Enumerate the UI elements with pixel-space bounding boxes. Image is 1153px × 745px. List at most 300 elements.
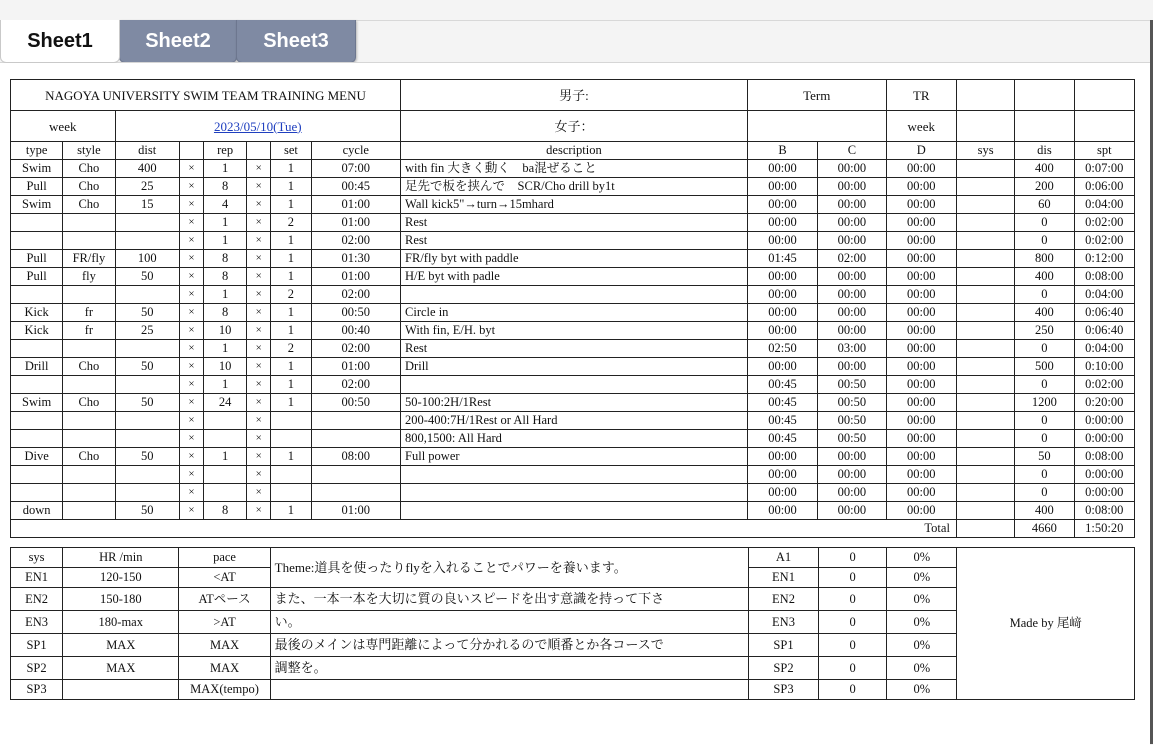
cell-d[interactable]: 00:00 [886,358,956,376]
summary-value[interactable]: 0 [819,634,887,657]
cell-b[interactable]: 01:45 [747,250,817,268]
cell-b[interactable]: 00:00 [747,502,817,520]
cell-type[interactable]: Swim [11,160,63,178]
cell-type[interactable] [11,340,63,358]
cell-times[interactable]: × [179,376,203,394]
cell-description[interactable] [401,286,748,304]
cell-style[interactable]: fr [63,304,115,322]
cell-dist[interactable] [115,376,179,394]
cell-dist[interactable]: 50 [115,304,179,322]
cell-rep[interactable]: 8 [203,502,246,520]
cell-description[interactable]: Rest [401,232,748,250]
cell-description[interactable]: 800,1500: All Hard [401,430,748,448]
cell-d[interactable]: 00:00 [886,178,956,196]
cell-cycle[interactable]: 07:00 [311,160,401,178]
cell-rep[interactable]: 1 [203,232,246,250]
cell-b[interactable]: 00:00 [747,286,817,304]
cell-type[interactable] [11,466,63,484]
cell-type[interactable]: Swim [11,394,63,412]
cell-d[interactable]: 00:00 [886,160,956,178]
cell-sys[interactable] [956,376,1014,394]
total-dis[interactable]: 4660 [1015,520,1074,538]
cell-dis[interactable]: 1200 [1015,394,1074,412]
cell-set[interactable]: 1 [271,160,311,178]
cell-dis[interactable]: 500 [1015,358,1074,376]
cell-type[interactable] [11,412,63,430]
cell-c[interactable]: 02:00 [818,250,886,268]
cell-d[interactable]: 00:00 [886,286,956,304]
cell-sys[interactable] [956,358,1014,376]
cell-spt[interactable]: 0:04:00 [1074,340,1134,358]
cell-times[interactable]: × [247,286,271,304]
cell-b[interactable]: 00:00 [747,160,817,178]
footer-pace[interactable]: MAX [179,634,270,657]
cell-spt[interactable]: 0:02:00 [1074,232,1134,250]
cell-d[interactable]: 00:00 [886,322,956,340]
cell-dist[interactable]: 50 [115,268,179,286]
cell-style[interactable] [63,430,115,448]
term-value[interactable] [747,111,886,142]
cell-description[interactable] [401,502,748,520]
cell-type[interactable] [11,214,63,232]
cell-times[interactable]: × [179,160,203,178]
cell-type[interactable]: Drill [11,358,63,376]
footer-hr[interactable]: 120-150 [63,568,179,588]
cell-type[interactable]: Kick [11,322,63,340]
cell-cycle[interactable]: 08:00 [311,448,401,466]
cell-sys[interactable] [956,484,1014,502]
footer-pace[interactable]: <AT [179,568,270,588]
cell-c[interactable]: 00:00 [818,448,886,466]
theme-line[interactable]: また、一本一本を大切に質の良いスピードを出す意識を持って下さ [270,588,748,611]
summary-value[interactable]: 0 [819,568,887,588]
cell-dis[interactable]: 0 [1015,286,1074,304]
cell-rep[interactable] [203,484,246,502]
cell-b[interactable]: 00:00 [747,178,817,196]
cell-d[interactable]: 00:00 [886,394,956,412]
cell-dis[interactable]: 200 [1015,178,1074,196]
cell-cycle[interactable]: 01:00 [311,502,401,520]
cell-times[interactable]: × [247,412,271,430]
cell-dis[interactable]: 0 [1015,340,1074,358]
cell-times[interactable]: × [247,250,271,268]
cell-c[interactable]: 00:00 [818,286,886,304]
cell-rep[interactable]: 1 [203,448,246,466]
cell-cycle[interactable]: 02:00 [311,232,401,250]
cell-set[interactable]: 1 [271,304,311,322]
cell-style[interactable]: Cho [63,448,115,466]
cell-dis[interactable]: 400 [1015,304,1074,322]
cell-description[interactable] [401,466,748,484]
cell-d[interactable]: 00:00 [886,268,956,286]
cell-dis[interactable]: 0 [1015,430,1074,448]
cell-times[interactable]: × [179,340,203,358]
cell-rep[interactable]: 4 [203,196,246,214]
cell-spt[interactable]: 0:08:00 [1074,448,1134,466]
cell-dis[interactable]: 0 [1015,412,1074,430]
cell-dis[interactable]: 60 [1015,196,1074,214]
cell-dis[interactable]: 0 [1015,484,1074,502]
summary-pct[interactable]: 0% [887,657,957,680]
cell-type[interactable]: Pull [11,268,63,286]
cell-dist[interactable]: 15 [115,196,179,214]
cell-spt[interactable]: 0:02:00 [1074,376,1134,394]
summary-pct[interactable]: 0% [887,634,957,657]
cell-sys[interactable] [956,196,1014,214]
cell-style[interactable]: fly [63,268,115,286]
theme-line[interactable] [270,680,748,700]
cell-set[interactable] [271,466,311,484]
cell-type[interactable]: Pull [11,178,63,196]
cell-b[interactable]: 00:45 [747,394,817,412]
cell-rep[interactable]: 1 [203,214,246,232]
cell-cycle[interactable]: 01:00 [311,196,401,214]
cell-times[interactable]: × [179,322,203,340]
cell-spt[interactable]: 0:00:00 [1074,412,1134,430]
cell-style[interactable]: FR/fly [63,250,115,268]
cell-dis[interactable]: 400 [1015,268,1074,286]
cell-dis[interactable]: 0 [1015,214,1074,232]
cell-set[interactable]: 2 [271,214,311,232]
cell-c[interactable]: 00:50 [818,430,886,448]
cell-dist[interactable]: 100 [115,250,179,268]
cell-dist[interactable]: 400 [115,160,179,178]
cell-dist[interactable]: 25 [115,322,179,340]
cell-cycle[interactable]: 00:50 [311,304,401,322]
cell-set[interactable]: 1 [271,358,311,376]
cell-b[interactable]: 00:00 [747,322,817,340]
cell-style[interactable]: Cho [63,160,115,178]
cell-d[interactable]: 00:00 [886,484,956,502]
cell-c[interactable]: 00:00 [818,178,886,196]
cell-spt[interactable]: 0:06:00 [1074,178,1134,196]
cell-style[interactable]: Cho [63,358,115,376]
cell-style[interactable]: Cho [63,394,115,412]
footer-pace[interactable]: >AT [179,611,270,634]
cell-dist[interactable] [115,412,179,430]
cell-rep[interactable] [203,412,246,430]
cell-sys[interactable] [956,430,1014,448]
summary-value[interactable]: 0 [819,548,887,568]
cell-times[interactable]: × [247,232,271,250]
cell-times[interactable]: × [247,448,271,466]
cell-cycle[interactable]: 01:00 [311,214,401,232]
cell-spt[interactable]: 0:12:00 [1074,250,1134,268]
theme-line[interactable]: 最後のメインは専門距離によって分かれるので順番とか各コースで [270,634,748,657]
empty-cell[interactable] [1074,80,1134,111]
cell-times[interactable]: × [247,376,271,394]
cell-rep[interactable]: 24 [203,394,246,412]
cell-set[interactable]: 1 [271,232,311,250]
cell-style[interactable] [63,232,115,250]
summary-pct[interactable]: 0% [887,680,957,700]
cell-b[interactable]: 00:45 [747,376,817,394]
cell-b[interactable]: 00:00 [747,448,817,466]
cell-sys[interactable] [956,178,1014,196]
cell-type[interactable]: down [11,502,63,520]
theme-line[interactable]: 調整を。 [270,657,748,680]
cell-dist[interactable]: 50 [115,358,179,376]
cell-style[interactable] [63,286,115,304]
cell-rep[interactable]: 8 [203,178,246,196]
cell-times[interactable]: × [179,286,203,304]
cell-times[interactable]: × [179,268,203,286]
cell-times[interactable]: × [247,430,271,448]
cell-type[interactable] [11,484,63,502]
cell-style[interactable]: fr [63,322,115,340]
cell-times[interactable]: × [247,304,271,322]
cell-times[interactable]: × [179,502,203,520]
cell-dis[interactable]: 800 [1015,250,1074,268]
cell-style[interactable] [63,412,115,430]
footer-sys[interactable]: EN3 [11,611,63,634]
cell-cycle[interactable]: 02:00 [311,376,401,394]
cell-times[interactable]: × [179,466,203,484]
cell-spt[interactable]: 0:10:00 [1074,358,1134,376]
cell-dist[interactable]: 50 [115,448,179,466]
cell-cycle[interactable]: 01:30 [311,250,401,268]
cell-d[interactable]: 00:00 [886,412,956,430]
cell-times[interactable]: × [247,268,271,286]
cell-sys[interactable] [956,286,1014,304]
cell-spt[interactable]: 0:04:00 [1074,196,1134,214]
cell-c[interactable]: 00:50 [818,394,886,412]
cell-description[interactable]: Rest [401,214,748,232]
cell-c[interactable]: 00:00 [818,484,886,502]
cell-type[interactable]: Kick [11,304,63,322]
cell-dis[interactable]: 0 [1015,232,1074,250]
cell-times[interactable]: × [179,394,203,412]
cell-d[interactable]: 00:00 [886,376,956,394]
cell-set[interactable]: 1 [271,178,311,196]
cell-dis[interactable]: 50 [1015,448,1074,466]
cell-sys[interactable] [956,340,1014,358]
tab-sheet3[interactable]: Sheet3 [236,20,356,63]
cell-cycle[interactable] [311,466,401,484]
cell-rep[interactable]: 10 [203,322,246,340]
cell-description[interactable] [401,484,748,502]
cell-b[interactable]: 00:45 [747,430,817,448]
cell-cycle[interactable]: 02:00 [311,286,401,304]
cell-dist[interactable] [115,430,179,448]
cell-times[interactable]: × [247,214,271,232]
cell-description[interactable]: H/E byt with padle [401,268,748,286]
cell-type[interactable] [11,232,63,250]
cell-set[interactable]: 2 [271,340,311,358]
cell-style[interactable]: Cho [63,196,115,214]
cell-dis[interactable]: 0 [1015,376,1074,394]
cell-times[interactable]: × [247,394,271,412]
footer-pace[interactable]: MAX [179,657,270,680]
cell-dis[interactable]: 400 [1015,502,1074,520]
empty-cell[interactable] [1015,111,1074,142]
cell-description[interactable] [401,376,748,394]
cell-sys[interactable] [956,214,1014,232]
cell-rep[interactable]: 8 [203,268,246,286]
cell-style[interactable] [63,466,115,484]
cell-spt[interactable]: 0:08:00 [1074,502,1134,520]
cell-sys[interactable] [956,448,1014,466]
cell-times[interactable]: × [247,502,271,520]
date-cell[interactable] [115,111,401,142]
cell-description[interactable]: 足先で板を挟んで SCR/Cho drill by1t [401,178,748,196]
cell-spt[interactable]: 0:20:00 [1074,394,1134,412]
cell-times[interactable]: × [179,412,203,430]
tab-sheet1[interactable]: Sheet1 [0,20,120,63]
cell-dis[interactable]: 250 [1015,322,1074,340]
cell-sys[interactable] [956,304,1014,322]
cell-spt[interactable]: 0:06:40 [1074,304,1134,322]
cell-c[interactable]: 00:00 [818,214,886,232]
cell-rep[interactable]: 8 [203,304,246,322]
cell-c[interactable]: 00:00 [818,466,886,484]
cell-style[interactable] [63,214,115,232]
empty-cell[interactable] [956,80,1014,111]
cell-d[interactable]: 00:00 [886,502,956,520]
summary-value[interactable]: 0 [819,611,887,634]
cell-sys[interactable] [956,160,1014,178]
footer-pace[interactable]: ATペース [179,588,270,611]
cell-d[interactable]: 00:00 [886,448,956,466]
cell-description[interactable]: 50-100:2H/1Rest [401,394,748,412]
summary-pct[interactable]: 0% [887,588,957,611]
cell-times[interactable]: × [179,214,203,232]
tab-sheet2[interactable]: Sheet2 [119,20,237,63]
summary-value[interactable]: 0 [819,680,887,700]
cell-c[interactable]: 00:00 [818,358,886,376]
footer-hr[interactable] [63,680,179,700]
cell-times[interactable]: × [247,340,271,358]
cell-times[interactable]: × [247,484,271,502]
cell-times[interactable]: × [247,178,271,196]
cell-b[interactable]: 00:00 [747,484,817,502]
cell-dist[interactable] [115,232,179,250]
cell-b[interactable]: 00:00 [747,232,817,250]
cell-cycle[interactable] [311,430,401,448]
cell-sys[interactable] [956,232,1014,250]
cell-description[interactable]: Drill [401,358,748,376]
cell-set[interactable] [271,412,311,430]
cell-dist[interactable] [115,340,179,358]
cell-rep[interactable]: 1 [203,160,246,178]
cell-c[interactable]: 00:00 [818,502,886,520]
cell-b[interactable]: 00:00 [747,358,817,376]
cell-cycle[interactable]: 00:45 [311,178,401,196]
cell-dist[interactable]: 50 [115,394,179,412]
cell-rep[interactable]: 10 [203,358,246,376]
cell-cycle[interactable] [311,484,401,502]
cell-description[interactable]: Rest [401,340,748,358]
cell-d[interactable]: 00:00 [886,430,956,448]
footer-hr[interactable]: MAX [63,634,179,657]
cell-times[interactable]: × [179,358,203,376]
cell-cycle[interactable]: 01:00 [311,358,401,376]
cell-sys[interactable] [956,394,1014,412]
cell-description[interactable]: Full power [401,448,748,466]
cell-description[interactable]: Circle in [401,304,748,322]
cell-c[interactable]: 03:00 [818,340,886,358]
cell-sys[interactable] [956,412,1014,430]
cell-c[interactable]: 00:00 [818,232,886,250]
cell-spt[interactable]: 0:00:00 [1074,430,1134,448]
cell-spt[interactable]: 0:08:00 [1074,268,1134,286]
cell-type[interactable]: Swim [11,196,63,214]
footer-sys[interactable]: EN2 [11,588,63,611]
cell-set[interactable]: 1 [271,394,311,412]
cell-dist[interactable] [115,214,179,232]
summary-value[interactable]: 0 [819,657,887,680]
cell-times[interactable]: × [179,484,203,502]
total-spt[interactable]: 1:50:20 [1074,520,1134,538]
cell-c[interactable]: 00:00 [818,322,886,340]
cell-b[interactable]: 00:00 [747,196,817,214]
cell-times[interactable]: × [179,448,203,466]
cell-times[interactable]: × [179,196,203,214]
cell-times[interactable]: × [247,466,271,484]
cell-rep[interactable]: 1 [203,340,246,358]
cell-cycle[interactable]: 00:50 [311,394,401,412]
cell-set[interactable] [271,484,311,502]
cell-times[interactable]: × [247,196,271,214]
empty-cell[interactable] [956,111,1014,142]
cell-set[interactable]: 1 [271,376,311,394]
cell-set[interactable]: 1 [271,250,311,268]
cell-b[interactable]: 00:00 [747,214,817,232]
cell-times[interactable]: × [179,304,203,322]
cell-b[interactable]: 00:00 [747,466,817,484]
footer-sys[interactable]: EN1 [11,568,63,588]
cell-rep[interactable]: 1 [203,376,246,394]
cell-times[interactable]: × [247,160,271,178]
cell-spt[interactable]: 0:04:00 [1074,286,1134,304]
footer-hr[interactable]: 150-180 [63,588,179,611]
cell-type[interactable]: Pull [11,250,63,268]
cell-rep[interactable] [203,430,246,448]
cell-c[interactable]: 00:00 [818,304,886,322]
footer-sys[interactable]: SP2 [11,657,63,680]
cell-sys[interactable] [956,502,1014,520]
cell-times[interactable]: × [179,430,203,448]
cell-times[interactable]: × [179,178,203,196]
cell-description[interactable]: FR/fly byt with paddle [401,250,748,268]
footer-hr[interactable]: 180-max [63,611,179,634]
summary-pct[interactable]: 0% [887,568,957,588]
cell-empty[interactable] [956,520,1014,538]
cell-spt[interactable]: 0:00:00 [1074,466,1134,484]
cell-set[interactable]: 1 [271,322,311,340]
cell-d[interactable]: 00:00 [886,214,956,232]
cell-dis[interactable]: 0 [1015,466,1074,484]
cell-set[interactable] [271,430,311,448]
cell-times[interactable]: × [247,322,271,340]
cell-cycle[interactable] [311,412,401,430]
cell-sys[interactable] [956,466,1014,484]
cell-b[interactable]: 00:45 [747,412,817,430]
cell-d[interactable]: 00:00 [886,232,956,250]
cell-c[interactable]: 00:50 [818,412,886,430]
cell-b[interactable]: 00:00 [747,268,817,286]
cell-dis[interactable]: 400 [1015,160,1074,178]
cell-description[interactable]: with fin 大きく動く ba混ぜること [401,160,748,178]
theme-line[interactable]: Theme:道具を使ったりflyを入れることでパワーを養います。 [270,548,748,588]
cell-type[interactable] [11,376,63,394]
cell-set[interactable]: 1 [271,502,311,520]
cell-d[interactable]: 00:00 [886,304,956,322]
date-link[interactable]: 2023/05/10(Tue) [213,118,302,134]
cell-sys[interactable] [956,250,1014,268]
cell-c[interactable]: 00:00 [818,160,886,178]
theme-line[interactable]: い。 [270,611,748,634]
